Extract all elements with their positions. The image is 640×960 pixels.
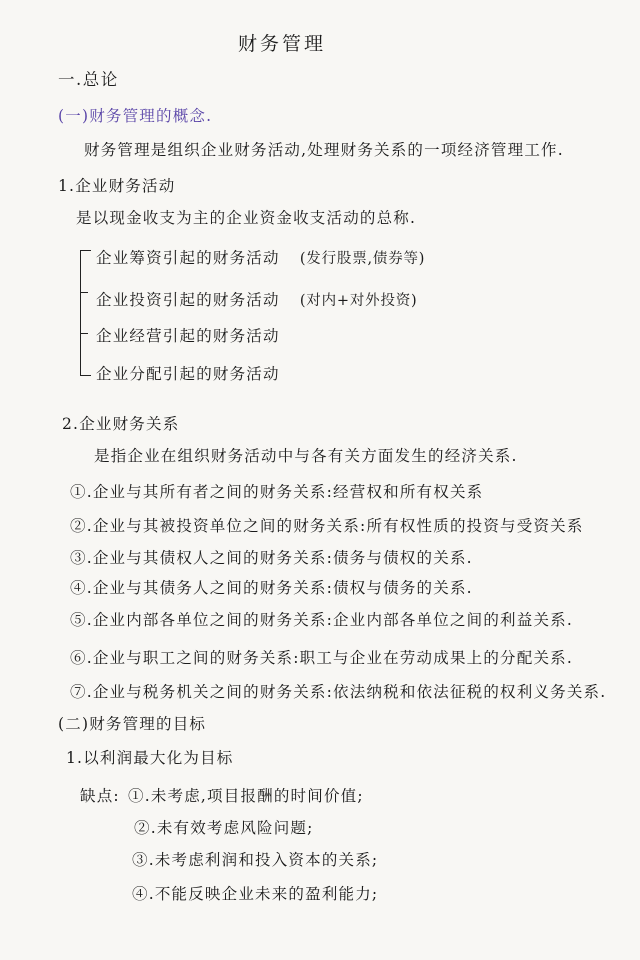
bracket-tick <box>80 292 88 293</box>
activity-note: (对内+对外投资) <box>299 293 418 309</box>
item-financial-relations: 2.企业财务关系 <box>62 415 180 433</box>
activity-text: 企业经营引起的财务活动 <box>96 327 280 345</box>
subheading-goals: (二)财务管理的目标 <box>58 715 207 733</box>
page-title: 财务管理 <box>238 33 327 55</box>
activity-item <box>96 290 418 311</box>
goal-profit-max: 1.以利润最大化为目标 <box>66 749 234 767</box>
bracket-tick <box>80 333 88 334</box>
activity-item <box>96 248 425 269</box>
section-heading-overview: 一.总论 <box>58 70 119 89</box>
relation-item: ②.企业与其被投资单位之间的财务关系:所有权性质的投资与受资关系 <box>70 517 584 535</box>
defect-item: ④.不能反映企业未来的盈利能力; <box>132 885 379 903</box>
subheading-concept: (一)财务管理的概念. <box>58 107 213 125</box>
definition-text: 财务管理是组织企业财务活动,处理财务关系的一项经济管理工作. <box>84 141 564 159</box>
activity-text: 企业投资引起的财务活动 <box>96 291 280 309</box>
defect-item: ③.未考虑利润和投入资本的关系; <box>132 851 379 869</box>
defect-item: ②.未有效考虑风险问题; <box>134 819 314 837</box>
relation-item: ⑤.企业内部各单位之间的财务关系:企业内部各单位之间的利益关系. <box>70 611 573 629</box>
relation-item: ④.企业与其债务人之间的财务关系:债权与债务的关系. <box>70 579 473 597</box>
bracket-grouping <box>80 250 91 376</box>
relation-item: ⑦.企业与税务机关之间的财务关系:依法纳税和依法征税的权利义务关系. <box>70 683 607 701</box>
item-financial-activities: 1.企业财务活动 <box>58 177 176 195</box>
activity-item <box>96 364 280 384</box>
relation-item: ③.企业与其债权人之间的财务关系:债务与债权的关系. <box>70 549 473 567</box>
relation-item: ①.企业与其所有者之间的财务关系:经营权和所有权关系 <box>70 483 484 501</box>
financial-activities-desc: 是以现金收支为主的企业资金收支活动的总称. <box>76 209 417 227</box>
activity-note: (发行股票,债券等) <box>299 251 426 267</box>
financial-relations-desc: 是指企业在组织财务活动中与各有关方面发生的经济关系. <box>94 447 518 465</box>
activity-text: 企业筹资引起的财务活动 <box>96 249 280 267</box>
relation-item: ⑥.企业与职工之间的财务关系:职工与企业在劳动成果上的分配关系. <box>70 649 573 667</box>
defect-item: ①.未考虑,项目报酬的时间价值; <box>128 787 364 805</box>
defects-label: 缺点: <box>80 787 120 805</box>
activity-text: 企业分配引起的财务活动 <box>96 365 280 383</box>
activity-item <box>96 326 280 346</box>
